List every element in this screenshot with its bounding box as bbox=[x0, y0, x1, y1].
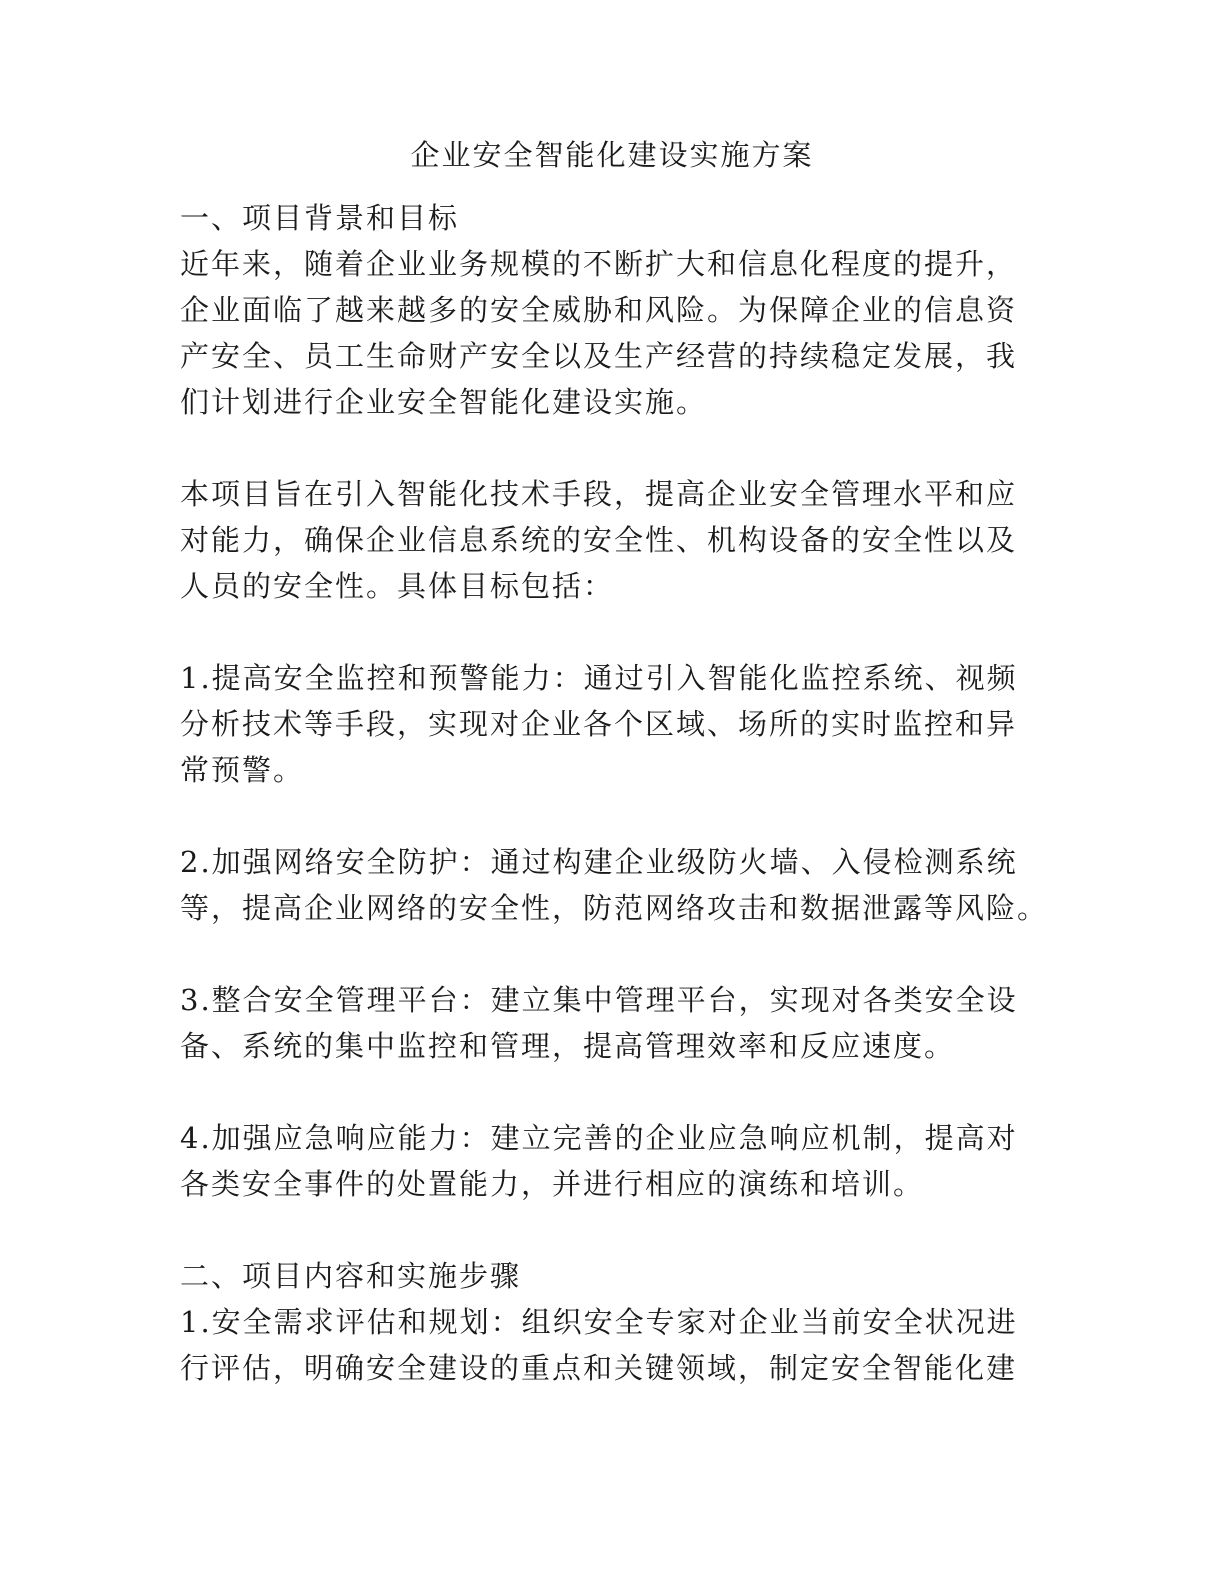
text-line: 2.加强网络安全防护：通过构建企业级防火墙、入侵检测系统 bbox=[180, 845, 1018, 879]
text-line: 们计划进行企业安全智能化建设实施。 bbox=[180, 385, 708, 419]
text-line: 人员的安全性。具体目标包括： bbox=[180, 569, 615, 603]
text-line: 等，提高企业网络的安全性，防范网络攻击和数据泄露等风险。 bbox=[180, 891, 1049, 925]
paragraph-gap bbox=[180, 1207, 1050, 1253]
text-line: 本项目旨在引入智能化技术手段，提高企业安全管理水平和应 bbox=[180, 477, 1018, 511]
section-heading-1: 一、项目背景和目标 bbox=[180, 201, 460, 235]
text-line: 产安全、员工生命财产安全以及生产经营的持续稳定发展，我 bbox=[180, 339, 1018, 373]
text-line: 1.提高安全监控和预警能力：通过引入智能化监控系统、视频 bbox=[180, 661, 1018, 695]
paragraph-gap bbox=[180, 425, 1050, 471]
document-title: 企业安全智能化建设实施方案 bbox=[410, 138, 814, 172]
text-line: 4.加强应急响应能力：建立完善的企业应急响应机制，提高对 bbox=[180, 1121, 1018, 1155]
paragraph-gap bbox=[180, 931, 1050, 977]
document-body bbox=[180, 195, 1050, 1391]
text-line: 行评估，明确安全建设的重点和关键领域，制定安全智能化建 bbox=[180, 1351, 1018, 1385]
text-line: 各类安全事件的处置能力，并进行相应的演练和培训。 bbox=[180, 1167, 925, 1201]
section-heading-2: 二、项目内容和实施步骤 bbox=[180, 1259, 522, 1293]
paragraph-gap bbox=[180, 1069, 1050, 1115]
text-line: 备、系统的集中监控和管理，提高管理效率和反应速度。 bbox=[180, 1029, 956, 1063]
text-line: 3.整合安全管理平台：建立集中管理平台，实现对各类安全设 bbox=[180, 983, 1018, 1017]
text-line: 企业面临了越来越多的安全威胁和风险。为保障企业的信息资 bbox=[180, 293, 1018, 327]
paragraph-gap bbox=[180, 609, 1050, 655]
paragraph-gap bbox=[180, 793, 1050, 839]
text-line: 常预警。 bbox=[180, 753, 305, 787]
text-line: 对能力，确保企业信息系统的安全性、机构设备的安全性以及 bbox=[180, 523, 1018, 557]
text-line: 近年来，随着企业业务规模的不断扩大和信息化程度的提升， bbox=[180, 247, 1018, 281]
text-line: 1.安全需求评估和规划：组织安全专家对企业当前安全状况进 bbox=[180, 1305, 1018, 1339]
text-line: 分析技术等手段，实现对企业各个区域、场所的实时监控和异 bbox=[180, 707, 1018, 741]
